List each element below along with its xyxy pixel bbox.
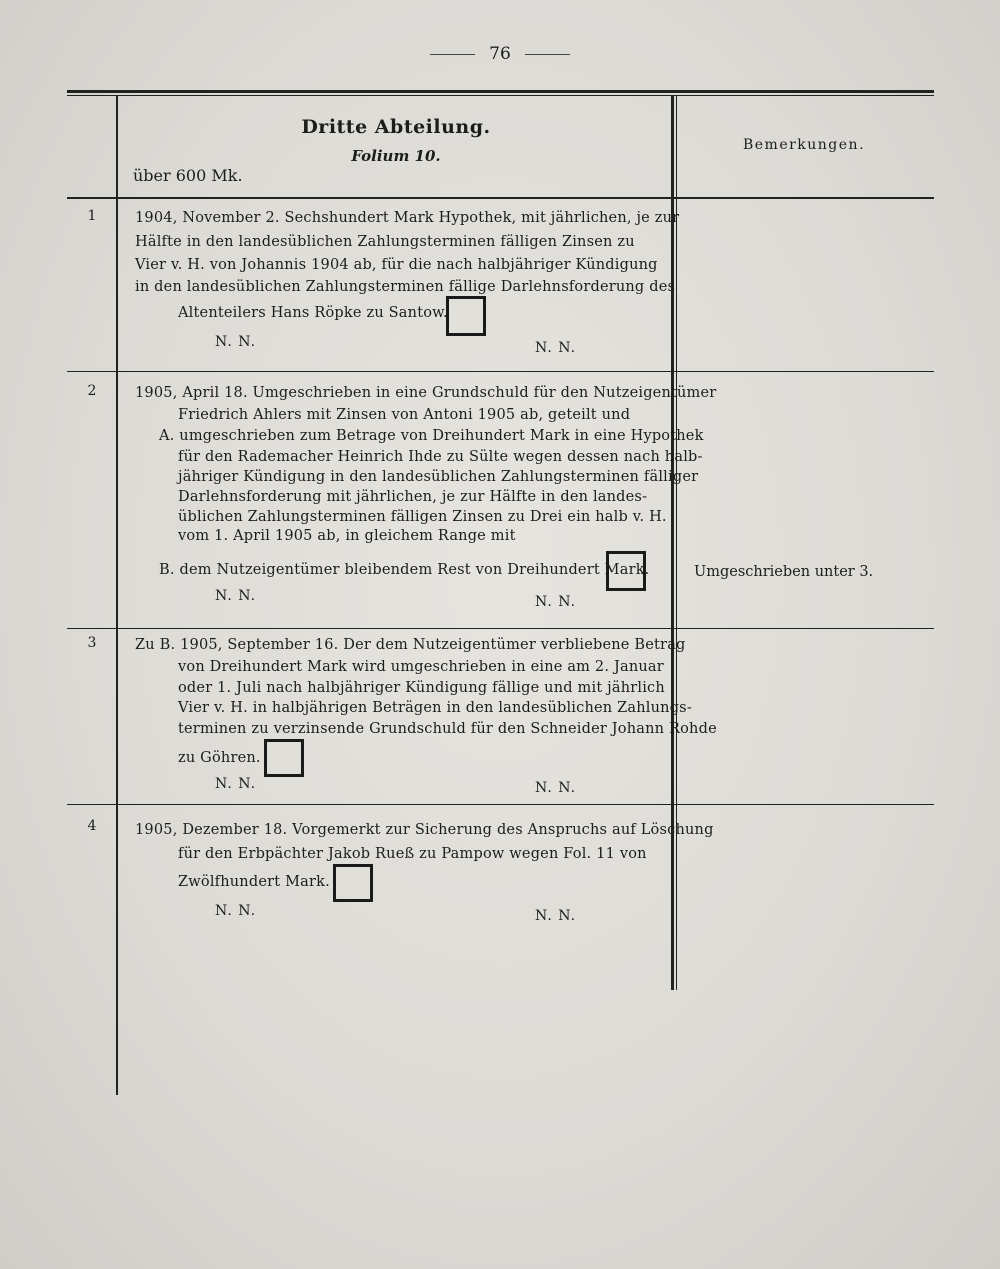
entry-line: Vier v. H. in halbjährigen Beträgen in den landesüblichen Zahlungs- <box>178 700 692 716</box>
entry-line: üblichen Zahlungsterminen fälligen Zinsen zu Drei ein halb v. H. <box>178 509 667 525</box>
table-top-rule-thin <box>67 95 934 96</box>
signature-right: N. N. <box>535 780 577 796</box>
entry-line: B. dem Nutzeigentümer bleibendem Rest von Dreihundert Mark. <box>159 562 650 578</box>
entry-line: in den landesüblichen Zahlungsterminen fällige Darlehnsforderung des <box>135 279 676 295</box>
signature-right: N. N. <box>535 908 577 924</box>
column-divider-right <box>671 95 674 990</box>
page-number-right-dash <box>525 54 570 55</box>
entry-line: für den Erbpächter Jakob Rueß zu Pampow wegen Fol. 11 von <box>178 846 647 862</box>
entry-line: jähriger Kündigung in den landesüblichen Zahlungsterminen fälliger <box>178 469 699 485</box>
signature-left: N. N. <box>215 334 257 350</box>
column-divider-right-inner <box>676 95 677 990</box>
remarks-heading: Bemerkungen. <box>742 137 866 153</box>
row-divider-1 <box>67 371 934 372</box>
folium-label: Folium 10. <box>351 147 441 165</box>
seal-box <box>333 864 373 902</box>
entry-line: A. umgeschrieben zum Betrage von Dreihundert Mark in eine Hypothek <box>159 428 704 444</box>
entry-line: terminen zu verzinsende Grundschuld für den Schneider Johann Rohde <box>178 721 717 737</box>
seal-box <box>264 739 304 777</box>
entry-number: 2 <box>87 383 97 399</box>
signature-right: N. N. <box>535 340 577 356</box>
section-title: Dritte Abteilung. <box>301 116 491 138</box>
entry-number: 3 <box>87 635 97 651</box>
entry-line: Altenteilers Hans Röpke zu Santow. <box>178 305 448 321</box>
entry-number: 1 <box>87 208 97 224</box>
page-number-area <box>0 44 1000 64</box>
header-bottom-rule <box>67 197 934 199</box>
signature-left: N. N. <box>215 776 257 792</box>
entry-line: zu Göhren. <box>178 750 261 766</box>
entry-line: 1905, April 18. Umgeschrieben in eine Grundschuld für den Nutzeigentümer <box>135 385 717 401</box>
amount-range-label: über 600 Mk. <box>133 166 243 185</box>
entry-line: für den Rademacher Heinrich Ihde zu Sülte wegen dessen nach halb- <box>178 449 703 465</box>
page-number-left-dash <box>430 54 475 55</box>
column-divider-left <box>116 95 118 1095</box>
signature-right: N. N. <box>535 594 577 610</box>
entry-line: vom 1. April 1905 ab, in gleichem Range mit <box>178 528 516 544</box>
entry-line: Friedrich Ahlers mit Zinsen von Antoni 1905 ab, geteilt und <box>178 407 631 423</box>
signature-left: N. N. <box>215 903 257 919</box>
entry-line: von Dreihundert Mark wird umgeschrieben in eine am 2. Januar <box>178 659 664 675</box>
seal-box <box>446 296 486 336</box>
entry-line: 1904, November 2. Sechshundert Mark Hypothek, mit jährlichen, je zur <box>135 210 680 226</box>
row-divider-3 <box>67 804 934 805</box>
entry-line: Hälfte in den landesüblichen Zahlungsterminen fälligen Zinsen zu <box>135 234 635 250</box>
entry-line: Vier v. H. von Johannis 1904 ab, für die nach halbjähriger Kündigung <box>135 257 658 273</box>
table-top-rule <box>67 90 934 93</box>
remark-entry: Umgeschrieben unter 3. <box>694 564 874 580</box>
page-number: 76 <box>489 44 511 64</box>
entry-line: Zu B. 1905, September 16. Der dem Nutzeigentümer verbliebene Betrag <box>135 637 686 653</box>
entry-number: 4 <box>87 818 97 834</box>
entry-line: Darlehnsforderung mit jährlichen, je zur Hälfte in den landes- <box>178 489 648 505</box>
seal-box <box>606 551 646 591</box>
entry-line: 1905, Dezember 18. Vorgemerkt zur Sicherung des Anspruchs auf Löschung <box>135 822 714 838</box>
entry-line: oder 1. Juli nach halbjähriger Kündigung fällige und mit jährlich <box>178 680 665 696</box>
signature-left: N. N. <box>215 588 257 604</box>
row-divider-2 <box>67 628 934 629</box>
entry-line: Zwölfhundert Mark. <box>178 874 330 890</box>
